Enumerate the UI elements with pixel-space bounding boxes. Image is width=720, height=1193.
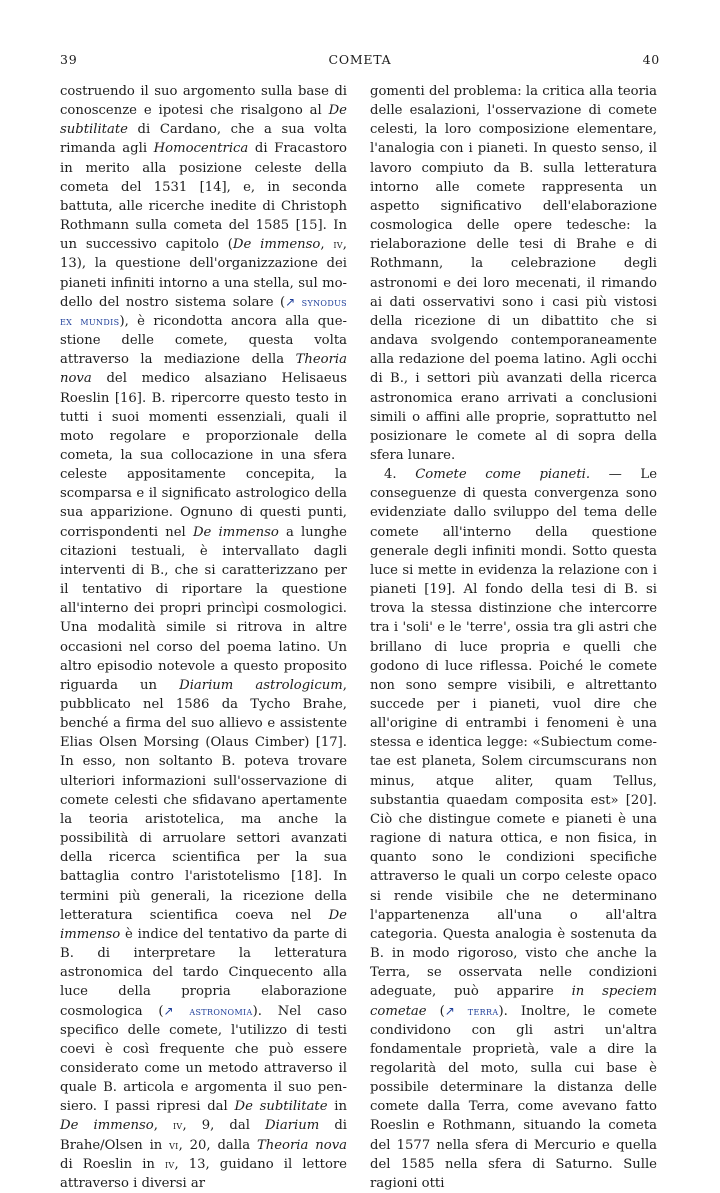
paragraph: costruendo il suo argomento sulla base di conoscenze e ipotesi che risalgono al De subtilitate di Cardano, che a sua volta rimanda agli Homocentrica di Fracastoro in merito alla posizione celeste della cometa del 1531 [14], e, in seconda battuta, alle ricerche inedite di Christoph Rothmann sulla cometa del 1585 [15]. In un successivo capitolo (De immenso, iv, 13), la questione dell'organizzazione dei pianeti infiniti intorno a una stella, sul modello del nostro sistema solare (↗ synodus ex mundis), è ricondotta ancora alla questione delle comete, questa volta attraverso la mediazione della Theoria nova del medico alsaziano Helisaeus Roeslin [16]. B. ripercorre questo testo in tutti i suoi momenti essenziali, quali il moto regolare e proporzionale della cometa, la sua collocazione in una sfera celeste appositamente concepita, la scomparsa e il significato astrologico della sua apparizione. Ognuno di questi punti, corrispondenti nel De immenso a lunghe citazioni testuali, è intervallato dagli interventi di B., che si caratterizzano per il tentativo di riportare la questione all'interno dei propri princìpi cosmologici. Una modalità simile si ritrova in altre occasioni nel corso del poema latino. Un altro episodio notevole a questo proposito riguarda un Diarium astrologicum, pubblicato nel 1586 da Tycho Brahe, benché a firma del suo allievo e assistente Elias Olsen Morsing (Olaus Cimber) [17]. In esso, non soltanto B. poteva trovare ulteriori informazioni sull'osservazione di comete celesti che sfidavano apertamente la teoria aristotelica, ma anche la possibilità di arruolare settori avanzati della ricerca scientifica per la sua battaglia contro l'aristotelismo [18]. In termini più generali, la ricezione della letteratura scientifica coeva nel De immenso è indice del tentativo da parte di B. di interpretare la letteratura astronomica del tardo Cinquecento alla luce della propria elaborazione cosmologica (↗ astronomia). Nel caso specifico delle comete, l'utilizzo di testi coevi è così frequente che può essere considerato come un metodo attraverso il quale B. articola e argomenta il suo pensiero. I passi ripresi dal De subtilitate in De immenso, iv, 9, dal Diarium di Brahe/Olsen in vi, 20, dalla Theoria nova di Roeslin in iv, 13, guidano il lettore attraverso i diversi ar [60, 84, 348, 1191]
section-heading: Comete come pianeti. [415, 467, 591, 483]
cross-reference-link-terra[interactable]: terra [467, 1003, 499, 1018]
paragraph: gomenti del problema: la critica alla teoria delle esalazioni, l'osservazione di comete celesti, la loro composizione elementare, l'analogia con i pianeti. In questo senso, il lavoro compiuto da B. sulla letteratura intorno alle comete rappresenta un aspetto significativo dell'elaborazione cosmologica delle opere tedesche: la rielaborazione delle tesi di Brahe e di Rothmann, la celebrazione degli astronomi e dei loro mecenati, il rimando ai dati osservativi sono i casi più vistosi della ricezione di un dibattito che si andava svolgendo contemporaneamente alla redazione del poema latino. Agli occhi di B., i settori più avanzati della ricerca astronomica erano arrivati a conclusioni simili o affini alle proprie, soprattutto nel posizionare le comete al di sopra della sfera lunare. [370, 84, 657, 463]
paragraph-section-4: 4. Comete come pianeti. — Le conseguenze di questa convergenza sono evidenziate dallo sviluppo del tema delle comete all'interno della questione generale degli infiniti mondi. Sotto questa luce si mette in evidenza la relazione con i pianeti [19]. Al fondo della tesi di B. si trova la stessa distinzione che intercorre tra i 'soli' e le 'terre', ossia tra gli astri che brillano di luce propria e quelli che godono di luce riflessa. Poiché le comete non sono sempre visibili, e altrettanto succede per i pianeti, vuol dire che all'origine di entrambi i fenomeni è una stessa e identica legge: «Subiectum cometae est planeta, Solem circumscurans non minus, atque aliter, quam Tellus, substantia quaedam composita est» [20]. Ciò che distingue comete e pianeti è una ragione di natura ottica, e non fisica, in quanto sono le condizioni specifiche attraverso le quali un corpo celeste opaco si rende visibile che ne determinano l'appartenenza all'una o all'altra categoria. Questa analogia è sostenuta da B. in modo rigoroso, visto che anche la Terra, se osservata nelle condizioni adeguate, può apparire in speciem cometae (↗ terra). Inoltre, le comete condividono con gli astri un'altra fondamentale proprietà, vale a dire la regolarità del moto, sulla cui base è possibile determinare la distanza delle comete dalla Terra, come avevano fatto Roeslin e Rothmann, situando la cometa del 1577 nella sfera di Mercurio e quella del 1585 nella sfera di Saturno. Sulle ragioni otti [370, 467, 657, 1191]
page-number-left: 39 [60, 52, 78, 67]
text-column-left [60, 82, 347, 1193]
cross-reference-arrow-icon: ↗ [285, 294, 296, 309]
cross-reference-arrow-icon: ↗ [444, 1003, 455, 1018]
cross-reference-link-astronomia[interactable]: astronomia [189, 1003, 253, 1018]
cross-reference-link-synodus-ex-mundis[interactable]: synodus ex mundis [60, 294, 347, 328]
text-column-right [370, 82, 657, 1193]
running-header [60, 52, 660, 68]
running-title: COMETA [328, 52, 392, 67]
page-number-right: 40 [642, 52, 660, 67]
section-number: 4. [384, 467, 416, 483]
cross-reference-arrow-icon: ↗ [163, 1003, 174, 1018]
